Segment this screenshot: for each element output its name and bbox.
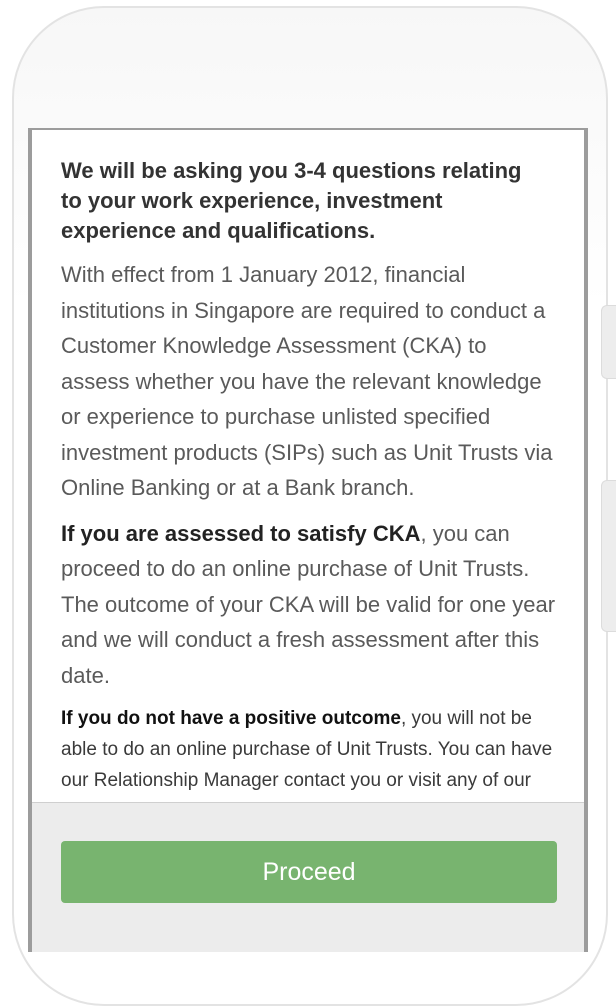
- cka-info-panel[interactable]: [32, 130, 576, 802]
- proceed-button[interactable]: Proceed: [61, 841, 557, 903]
- power-button: [601, 480, 616, 632]
- phone-screen: [28, 128, 588, 952]
- satisfy-bold-text: If you are assessed to satisfy CKA: [61, 520, 421, 546]
- screen-content: [32, 130, 584, 952]
- volume-button: [601, 305, 616, 379]
- action-footer: [32, 802, 584, 952]
- cka-satisfy-paragraph: [61, 516, 556, 694]
- negative-bold-text: If you do not have a positive outcome: [61, 708, 401, 729]
- satisfy-text: , you can proceed to do an online purchase of Unit Trusts. The outcome of your CKA will be valid for one year and we will conduct a fresh assessment after this date.: [61, 520, 556, 688]
- cka-intro-paragraph: With effect from 1 January 2012, financial institutions in Singapore are required to conduct a Customer Knowledge Assessment (CKA) to assess whether you have the relevant knowledge or experience to purchase unlisted specified investment products (SIPs) such as Unit Trusts via Online Banking or at a Bank branch.: [61, 262, 553, 500]
- cka-heading: We will be asking you 3-4 questions relating to your work experience, investment experience and qualifications.: [61, 158, 522, 243]
- negative-text: , you will not be able to do an online purchase of Unit Trusts. You can have our Relationship Manager contact you or visit any of our: [61, 708, 553, 791]
